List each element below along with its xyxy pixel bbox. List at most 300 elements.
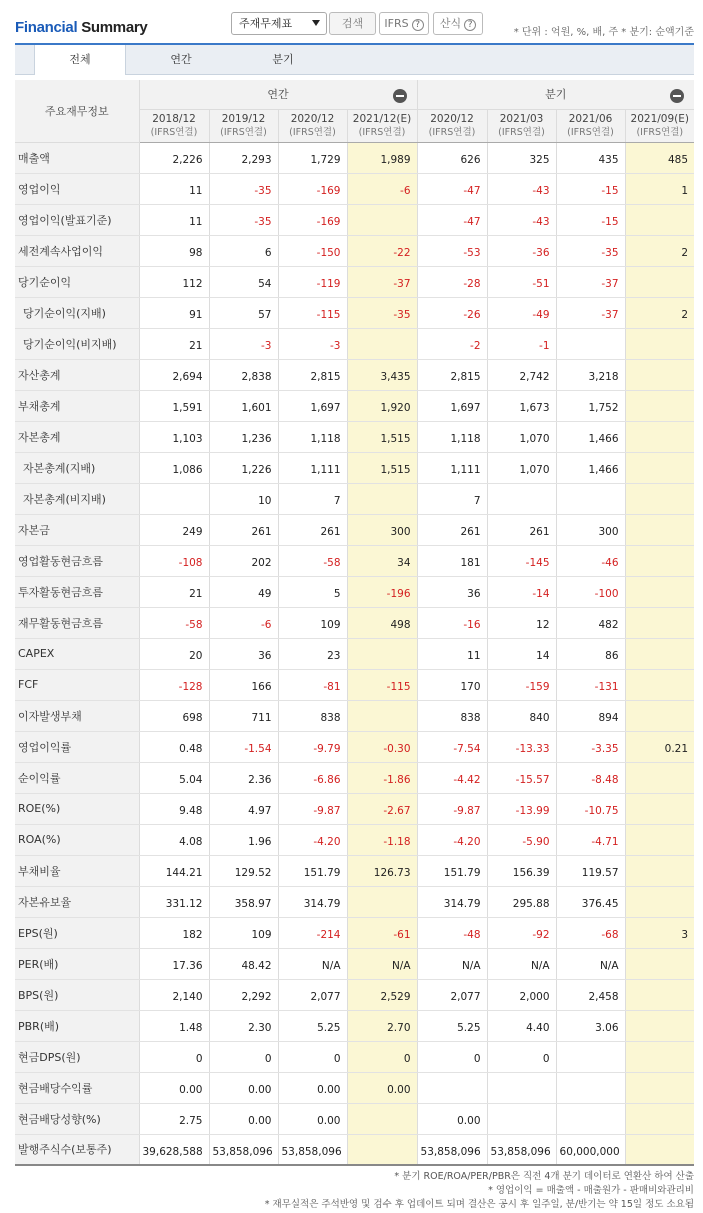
value-cell xyxy=(625,514,694,545)
value-cell: -6 xyxy=(209,607,278,638)
table-row xyxy=(15,731,694,762)
value-cell: 1,989 xyxy=(347,142,417,173)
value-cell: -145 xyxy=(487,545,556,576)
value-cell: -13.99 xyxy=(487,793,556,824)
value-cell: 2,529 xyxy=(347,979,417,1010)
period-header-cell xyxy=(625,109,694,142)
value-cell: -58 xyxy=(278,545,347,576)
table-row xyxy=(15,669,694,700)
value-cell: 0.48 xyxy=(139,731,209,762)
row-label: PER(배) xyxy=(15,948,139,979)
value-cell: 2,077 xyxy=(278,979,347,1010)
table-row xyxy=(15,390,694,421)
value-cell: 1,118 xyxy=(417,421,487,452)
value-cell xyxy=(625,1041,694,1072)
value-cell xyxy=(347,328,417,359)
row-label: 매출액 xyxy=(15,142,139,173)
value-cell: 129.52 xyxy=(209,855,278,886)
row-label: CAPEX xyxy=(15,638,139,669)
table-row xyxy=(15,452,694,483)
value-cell xyxy=(347,638,417,669)
value-cell: 202 xyxy=(209,545,278,576)
value-cell: 112 xyxy=(139,266,209,297)
value-cell: 60,000,000 xyxy=(556,1134,625,1165)
value-cell: 698 xyxy=(139,700,209,731)
value-cell: 0 xyxy=(417,1041,487,1072)
row-label: 당기순이익 xyxy=(15,266,139,297)
table-row xyxy=(15,1010,694,1041)
period-label: 2019/12 xyxy=(221,112,266,125)
value-cell: 2,000 xyxy=(487,979,556,1010)
chevron-down-icon xyxy=(312,20,320,26)
value-cell xyxy=(556,1041,625,1072)
value-cell: 36 xyxy=(417,576,487,607)
row-label: 영업이익(발표기준) xyxy=(15,204,139,235)
value-cell xyxy=(625,1072,694,1103)
value-cell xyxy=(487,483,556,514)
table-row xyxy=(15,886,694,917)
group-header-quarterly xyxy=(417,80,694,109)
value-cell xyxy=(556,328,625,359)
value-cell: 182 xyxy=(139,917,209,948)
ifrs-help-button[interactable] xyxy=(379,12,429,35)
value-cell xyxy=(625,886,694,917)
value-cell: -35 xyxy=(209,204,278,235)
value-cell: -6 xyxy=(347,173,417,204)
value-cell: 2,077 xyxy=(417,979,487,1010)
value-cell: 2.30 xyxy=(209,1010,278,1041)
value-cell: 1,601 xyxy=(209,390,278,421)
value-cell: -26 xyxy=(417,297,487,328)
search-button-label: 검색 xyxy=(341,17,364,30)
value-cell: 249 xyxy=(139,514,209,545)
row-label: 당기순이익(비지배) xyxy=(15,328,139,359)
table-row xyxy=(15,359,694,390)
value-cell: 838 xyxy=(417,700,487,731)
period-label: 2021/09(E) xyxy=(630,112,689,125)
value-cell: -58 xyxy=(139,607,209,638)
value-cell: 894 xyxy=(556,700,625,731)
value-cell xyxy=(347,204,417,235)
row-label: PBR(배) xyxy=(15,1010,139,1041)
tab-quarterly-label: 분기 xyxy=(272,53,294,66)
value-cell: 331.12 xyxy=(139,886,209,917)
value-cell: -100 xyxy=(556,576,625,607)
row-label: 자본총계 xyxy=(15,421,139,452)
table-row xyxy=(15,1072,694,1103)
value-cell: 2,838 xyxy=(209,359,278,390)
period-header-cell xyxy=(417,109,487,142)
value-cell: -1 xyxy=(487,328,556,359)
value-cell: -3 xyxy=(278,328,347,359)
value-cell xyxy=(625,359,694,390)
basis-label: (IFRS연결) xyxy=(358,126,406,138)
footnote: * 분기 ROE/ROA/PER/PBR은 직전 4개 분기 데이터로 연환산 하여 산출 xyxy=(394,1171,694,1182)
value-cell: 0.21 xyxy=(625,731,694,762)
value-cell: -1.54 xyxy=(209,731,278,762)
value-cell: 2,293 xyxy=(209,142,278,173)
tab-quarterly[interactable] xyxy=(237,45,329,74)
value-cell: -7.54 xyxy=(417,731,487,762)
value-cell: N/A xyxy=(556,948,625,979)
value-cell: 261 xyxy=(209,514,278,545)
value-cell: 181 xyxy=(417,545,487,576)
value-cell: 295.88 xyxy=(487,886,556,917)
row-label: 자산총계 xyxy=(15,359,139,390)
value-cell: 57 xyxy=(209,297,278,328)
search-button[interactable] xyxy=(329,12,376,35)
value-cell xyxy=(625,576,694,607)
value-cell: 2,815 xyxy=(278,359,347,390)
value-cell: 91 xyxy=(139,297,209,328)
value-cell: 314.79 xyxy=(278,886,347,917)
value-cell: -108 xyxy=(139,545,209,576)
value-cell: -128 xyxy=(139,669,209,700)
value-cell: 6 xyxy=(209,235,278,266)
value-cell: 261 xyxy=(417,514,487,545)
value-cell: 23 xyxy=(278,638,347,669)
value-cell: -43 xyxy=(487,173,556,204)
value-cell: 53,858,096 xyxy=(209,1134,278,1165)
value-cell: -4.20 xyxy=(278,824,347,855)
value-cell: 626 xyxy=(417,142,487,173)
value-cell: 3.06 xyxy=(556,1010,625,1041)
value-cell: -196 xyxy=(347,576,417,607)
footnotes xyxy=(265,1170,694,1212)
row-label: 이자발생부채 xyxy=(15,700,139,731)
period-label: 2020/12 xyxy=(290,112,335,125)
value-cell: -0.30 xyxy=(347,731,417,762)
value-cell xyxy=(625,793,694,824)
value-cell: 1,515 xyxy=(347,421,417,452)
value-cell: 151.79 xyxy=(417,855,487,886)
tab-annual[interactable] xyxy=(135,45,227,74)
value-cell: 4.97 xyxy=(209,793,278,824)
table-row xyxy=(15,855,694,886)
formula-button-label: 산식 xyxy=(439,17,462,30)
collapse-quarterly-icon[interactable] xyxy=(670,89,684,103)
value-cell xyxy=(487,1103,556,1134)
row-label: ROA(%) xyxy=(15,824,139,855)
row-label: 당기순이익(지배) xyxy=(15,297,139,328)
value-cell: -53 xyxy=(417,235,487,266)
row-label: 현금DPS(원) xyxy=(15,1041,139,1072)
value-cell: 1 xyxy=(625,173,694,204)
value-cell: 14 xyxy=(487,638,556,669)
value-cell: 3,435 xyxy=(347,359,417,390)
value-cell: -169 xyxy=(278,204,347,235)
table-row xyxy=(15,824,694,855)
value-cell: 1,111 xyxy=(417,452,487,483)
row-label: 발행주식수(보통주) xyxy=(15,1134,139,1165)
value-cell xyxy=(625,390,694,421)
row-label: 자본총계(지배) xyxy=(15,452,139,483)
value-cell xyxy=(347,1134,417,1165)
value-cell: 109 xyxy=(278,607,347,638)
value-cell: N/A xyxy=(278,948,347,979)
value-cell: 2 xyxy=(625,235,694,266)
table-row xyxy=(15,948,694,979)
group-header-annual xyxy=(139,80,417,109)
period-header-cell xyxy=(347,109,417,142)
value-cell: -14 xyxy=(487,576,556,607)
value-cell: -1.86 xyxy=(347,762,417,793)
row-label: 투자활동현금흐름 xyxy=(15,576,139,607)
value-cell: -51 xyxy=(487,266,556,297)
value-cell xyxy=(625,1010,694,1041)
table-row xyxy=(15,328,694,359)
value-cell: 1,226 xyxy=(209,452,278,483)
value-cell: 11 xyxy=(139,204,209,235)
basis-label: (IFRS연결) xyxy=(498,126,545,138)
value-cell: 53,858,096 xyxy=(487,1134,556,1165)
value-cell: 840 xyxy=(487,700,556,731)
table-row xyxy=(15,266,694,297)
value-cell xyxy=(417,1072,487,1103)
table-row xyxy=(15,514,694,545)
value-cell: 0 xyxy=(139,1041,209,1072)
table-row xyxy=(15,483,694,514)
value-cell: 0.00 xyxy=(209,1072,278,1103)
value-cell xyxy=(625,204,694,235)
value-cell xyxy=(625,638,694,669)
row-header-label: 주요재무정보 xyxy=(44,104,109,118)
value-cell: 4.40 xyxy=(487,1010,556,1041)
value-cell xyxy=(625,452,694,483)
value-cell: -22 xyxy=(347,235,417,266)
row-label: 자본총계(비지배) xyxy=(15,483,139,514)
value-cell: 34 xyxy=(347,545,417,576)
period-label: 2021/06 xyxy=(568,112,613,125)
value-cell xyxy=(556,1072,625,1103)
value-cell: 1,697 xyxy=(417,390,487,421)
value-cell: -43 xyxy=(487,204,556,235)
value-cell: -4.71 xyxy=(556,824,625,855)
period-header-cell xyxy=(487,109,556,142)
value-cell: -28 xyxy=(417,266,487,297)
value-cell: -1.18 xyxy=(347,824,417,855)
value-cell: 482 xyxy=(556,607,625,638)
value-cell: -169 xyxy=(278,173,347,204)
value-cell: -35 xyxy=(347,297,417,328)
value-cell: -6.86 xyxy=(278,762,347,793)
value-cell: 39,628,588 xyxy=(139,1134,209,1165)
value-cell: 144.21 xyxy=(139,855,209,886)
value-cell: 1.48 xyxy=(139,1010,209,1041)
value-cell xyxy=(625,483,694,514)
value-cell xyxy=(347,483,417,514)
value-cell: 1,466 xyxy=(556,452,625,483)
value-cell xyxy=(625,607,694,638)
row-label: 영업이익률 xyxy=(15,731,139,762)
value-cell: -3.35 xyxy=(556,731,625,762)
value-cell: 0.00 xyxy=(209,1103,278,1134)
value-cell: 5.04 xyxy=(139,762,209,793)
table-row xyxy=(15,421,694,452)
value-cell xyxy=(487,1072,556,1103)
row-label: 부채총계 xyxy=(15,390,139,421)
ifrs-button-label: IFRS xyxy=(384,17,409,30)
table-row xyxy=(15,173,694,204)
row-label: 순이익률 xyxy=(15,762,139,793)
value-cell: 2.75 xyxy=(139,1103,209,1134)
value-cell: -46 xyxy=(556,545,625,576)
value-cell: -36 xyxy=(487,235,556,266)
value-cell: 314.79 xyxy=(417,886,487,917)
value-cell xyxy=(625,1134,694,1165)
value-cell: -9.87 xyxy=(417,793,487,824)
value-cell: -4.42 xyxy=(417,762,487,793)
basis-label: (IFRS연결) xyxy=(289,126,336,138)
period-label: 2021/03 xyxy=(499,112,544,125)
row-label: 자본금 xyxy=(15,514,139,545)
value-cell: 1,070 xyxy=(487,452,556,483)
basis-label: (IFRS연결) xyxy=(636,126,684,138)
period-label: 2020/12 xyxy=(430,112,474,125)
row-label: 자본유보율 xyxy=(15,886,139,917)
value-cell: 485 xyxy=(625,142,694,173)
question-icon: ? xyxy=(412,19,424,31)
value-cell: 7 xyxy=(278,483,347,514)
value-cell: 1,086 xyxy=(139,452,209,483)
brand-word-financial: Financial xyxy=(15,19,78,36)
value-cell: 0.00 xyxy=(139,1072,209,1103)
value-cell: 1,515 xyxy=(347,452,417,483)
value-cell: 0 xyxy=(487,1041,556,1072)
value-cell: -115 xyxy=(347,669,417,700)
value-cell: 261 xyxy=(278,514,347,545)
table-row xyxy=(15,576,694,607)
value-cell: 711 xyxy=(209,700,278,731)
row-label: 세전계속사업이익 xyxy=(15,235,139,266)
value-cell: 3 xyxy=(625,917,694,948)
value-cell: 54 xyxy=(209,266,278,297)
value-cell: 1,697 xyxy=(278,390,347,421)
value-cell: 151.79 xyxy=(278,855,347,886)
value-cell: N/A xyxy=(417,948,487,979)
value-cell: 0.00 xyxy=(278,1103,347,1134)
value-cell: 0.00 xyxy=(278,1072,347,1103)
value-cell: -81 xyxy=(278,669,347,700)
value-cell: 358.97 xyxy=(209,886,278,917)
financial-summary-table xyxy=(15,80,694,1166)
value-cell: 126.73 xyxy=(347,855,417,886)
value-cell: 1,920 xyxy=(347,390,417,421)
value-cell: -9.87 xyxy=(278,793,347,824)
group-annual-label: 연간 xyxy=(267,88,289,102)
collapse-annual-icon[interactable] xyxy=(393,89,407,103)
value-cell: -150 xyxy=(278,235,347,266)
value-cell: 325 xyxy=(487,142,556,173)
value-cell: 1,103 xyxy=(139,421,209,452)
value-cell: 0 xyxy=(209,1041,278,1072)
value-cell: -10.75 xyxy=(556,793,625,824)
value-cell: 2.70 xyxy=(347,1010,417,1041)
period-header-cell xyxy=(556,109,625,142)
value-cell: 1,111 xyxy=(278,452,347,483)
value-cell: -119 xyxy=(278,266,347,297)
table-row xyxy=(15,204,694,235)
statement-type-value: 주재무제표 xyxy=(239,17,293,30)
value-cell: 2,226 xyxy=(139,142,209,173)
value-cell: 4.08 xyxy=(139,824,209,855)
row-label: EPS(원) xyxy=(15,917,139,948)
value-cell: 0 xyxy=(278,1041,347,1072)
value-cell: -35 xyxy=(209,173,278,204)
table-row xyxy=(15,142,694,173)
value-cell xyxy=(625,824,694,855)
value-cell: 1,673 xyxy=(487,390,556,421)
value-cell xyxy=(347,886,417,917)
value-cell xyxy=(625,421,694,452)
value-cell: 0.00 xyxy=(347,1072,417,1103)
table-row xyxy=(15,979,694,1010)
value-cell: 11 xyxy=(139,173,209,204)
table-row xyxy=(15,700,694,731)
value-cell: 9.48 xyxy=(139,793,209,824)
tab-all[interactable] xyxy=(34,45,126,75)
value-cell: 0.00 xyxy=(417,1103,487,1134)
value-cell: -115 xyxy=(278,297,347,328)
value-cell: 156.39 xyxy=(487,855,556,886)
value-cell: -37 xyxy=(556,297,625,328)
period-label: 2018/12 xyxy=(152,112,196,125)
basis-label: (IFRS연결) xyxy=(220,126,267,138)
value-cell: -47 xyxy=(417,173,487,204)
basis-label: (IFRS연결) xyxy=(428,126,476,138)
statement-type-select[interactable] xyxy=(231,12,327,35)
value-cell: 2,458 xyxy=(556,979,625,1010)
value-cell: 36 xyxy=(209,638,278,669)
value-cell: 3,218 xyxy=(556,359,625,390)
period-label: 2021/12(E) xyxy=(352,112,412,125)
value-cell xyxy=(625,979,694,1010)
value-cell: 2 xyxy=(625,297,694,328)
value-cell: -8.48 xyxy=(556,762,625,793)
period-header-cell xyxy=(139,109,209,142)
value-cell: 0 xyxy=(347,1041,417,1072)
value-cell: 2,140 xyxy=(139,979,209,1010)
period-header-cell xyxy=(278,109,347,142)
row-label: 현금배당수익률 xyxy=(15,1072,139,1103)
tab-annual-label: 연간 xyxy=(170,53,192,66)
period-tabs xyxy=(15,43,694,75)
value-cell: 21 xyxy=(139,576,209,607)
value-cell xyxy=(625,762,694,793)
value-cell xyxy=(556,483,625,514)
value-cell: 21 xyxy=(139,328,209,359)
value-cell: 98 xyxy=(139,235,209,266)
unit-note: * 단위 : 억원, %, 배, 주 * 분기: 순액기준 xyxy=(513,27,694,38)
value-cell: -37 xyxy=(556,266,625,297)
value-cell: 48.42 xyxy=(209,948,278,979)
table-body xyxy=(15,142,694,1165)
value-cell: 300 xyxy=(347,514,417,545)
value-cell: -68 xyxy=(556,917,625,948)
basis-label: (IFRS연결) xyxy=(150,126,198,138)
table-row xyxy=(15,793,694,824)
formula-help-button[interactable] xyxy=(433,12,483,35)
value-cell: 119.57 xyxy=(556,855,625,886)
value-cell: -15 xyxy=(556,204,625,235)
value-cell: -15 xyxy=(556,173,625,204)
table-row xyxy=(15,1103,694,1134)
value-cell: N/A xyxy=(487,948,556,979)
value-cell xyxy=(347,1103,417,1134)
value-cell: 7 xyxy=(417,483,487,514)
value-cell xyxy=(625,545,694,576)
row-label: BPS(원) xyxy=(15,979,139,1010)
